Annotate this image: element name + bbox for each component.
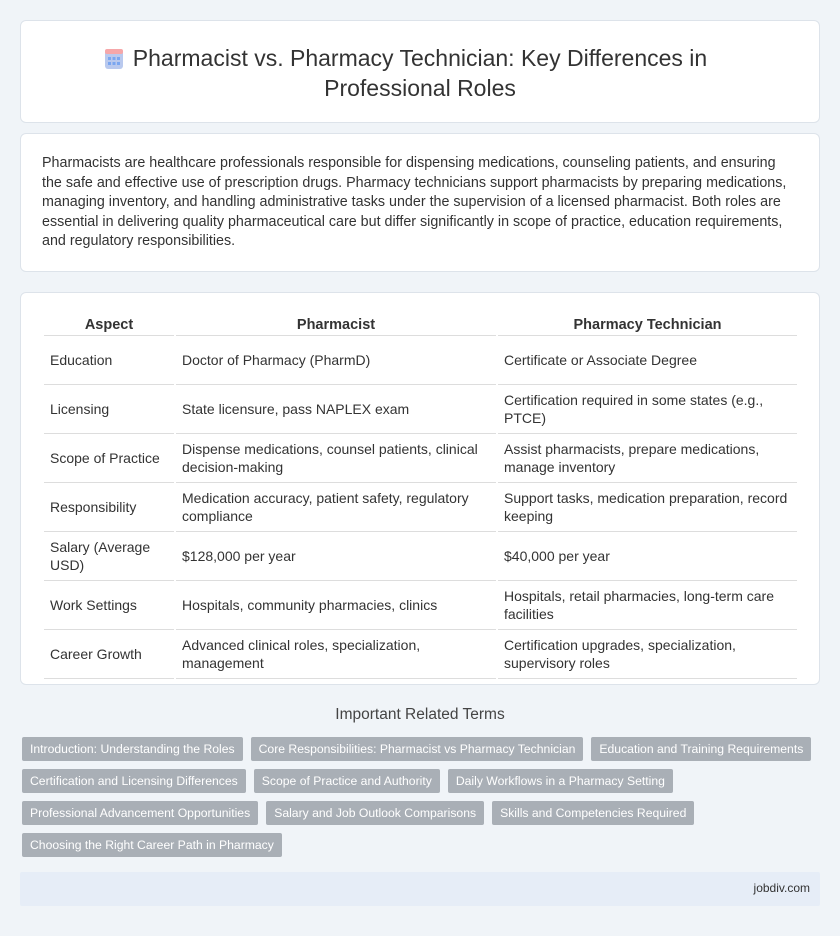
table-cell-aspect: Licensing (44, 385, 174, 434)
related-term-tag[interactable]: Skills and Competencies Required (492, 801, 694, 825)
footer-site-link[interactable]: jobdiv.com (753, 881, 810, 895)
table-cell-pharmacist: Advanced clinical roles, specialization, management (176, 630, 496, 679)
related-terms-title: Important Related Terms (335, 706, 505, 723)
intro-text: Pharmacists are healthcare professionals responsible for dispensing medications, counseling patients, and ensuring the safe and effective use of prescription drugs. Pharmacy technicians support pharmacists by preparing medications, managing inventory, and handling administrative tasks under the supervision of a licensed pharmacist. Both roles are essential in delivering quality pharmaceutical care but differ significantly in scope of practice, education requirements, and regulatory responsibilities. (42, 155, 787, 250)
column-header-aspect: Aspect (44, 313, 174, 336)
table-cell-technician: Certification upgrades, specialization, supervisory roles (498, 630, 797, 679)
table-row (44, 434, 797, 483)
table-cell-pharmacist: State licensure, pass NAPLEX exam (176, 385, 496, 434)
table-cell-technician: $40,000 per year (498, 532, 797, 581)
column-header-pharmacist: Pharmacist (176, 313, 496, 336)
footer (20, 872, 820, 906)
related-terms-list (22, 737, 822, 865)
table-cell-pharmacist: $128,000 per year (176, 532, 496, 581)
table-cell-pharmacist: Medication accuracy, patient safety, regulatory compliance (176, 483, 496, 532)
column-header-pharmacy-technician: Pharmacy Technician (498, 313, 797, 336)
related-term-tag[interactable]: Daily Workflows in a Pharmacy Setting (448, 769, 673, 793)
page-title: Pharmacist vs. Pharmacy Technician: Key Differences in Professional Roles (132, 45, 708, 101)
table-cell-aspect: Responsibility (44, 483, 174, 532)
table-row (44, 483, 797, 532)
table-row (44, 385, 797, 434)
table-cell-pharmacist: Dispense medications, counsel patients, clinical decision-making (176, 434, 496, 483)
table-cell-technician: Hospitals, retail pharmacies, long-term care facilities (498, 581, 797, 630)
table-row (44, 336, 797, 385)
table-cell-aspect: Work Settings (44, 581, 174, 630)
table-cell-aspect: Career Growth (44, 630, 174, 679)
related-term-tag[interactable]: Core Responsibilities: Pharmacist vs Pharmacy Technician (251, 737, 584, 761)
related-term-tag[interactable]: Salary and Job Outlook Comparisons (266, 801, 484, 825)
comparison-table-card (20, 292, 820, 685)
table-cell-technician: Assist pharmacists, prepare medications, manage inventory (498, 434, 797, 483)
table-row (44, 630, 797, 679)
related-term-tag[interactable]: Professional Advancement Opportunities (22, 801, 258, 825)
related-term-tag[interactable]: Education and Training Requirements (591, 737, 811, 761)
related-term-tag[interactable]: Certification and Licensing Differences (22, 769, 246, 793)
table-cell-technician: Support tasks, medication preparation, record keeping (498, 483, 797, 532)
table-row (44, 532, 797, 581)
table-cell-technician: Certification required in some states (e.g., PTCE) (498, 385, 797, 434)
table-cell-aspect: Scope of Practice (44, 434, 174, 483)
related-term-tag[interactable]: Scope of Practice and Authority (254, 769, 440, 793)
intro-card (20, 133, 820, 272)
related-term-tag[interactable]: Choosing the Right Career Path in Pharmacy (22, 833, 282, 857)
table-row (44, 581, 797, 630)
table-header-row (44, 313, 797, 336)
document-icon (103, 48, 125, 70)
header-card (20, 20, 820, 123)
table-cell-pharmacist: Hospitals, community pharmacies, clinics (176, 581, 496, 630)
table-cell-technician: Certificate or Associate Degree (498, 336, 797, 385)
table-cell-pharmacist: Doctor of Pharmacy (PharmD) (176, 336, 496, 385)
comparison-table (42, 313, 799, 679)
table-cell-aspect: Salary (Average USD) (44, 532, 174, 581)
table-cell-aspect: Education (44, 336, 174, 385)
related-term-tag[interactable]: Introduction: Understanding the Roles (22, 737, 243, 761)
